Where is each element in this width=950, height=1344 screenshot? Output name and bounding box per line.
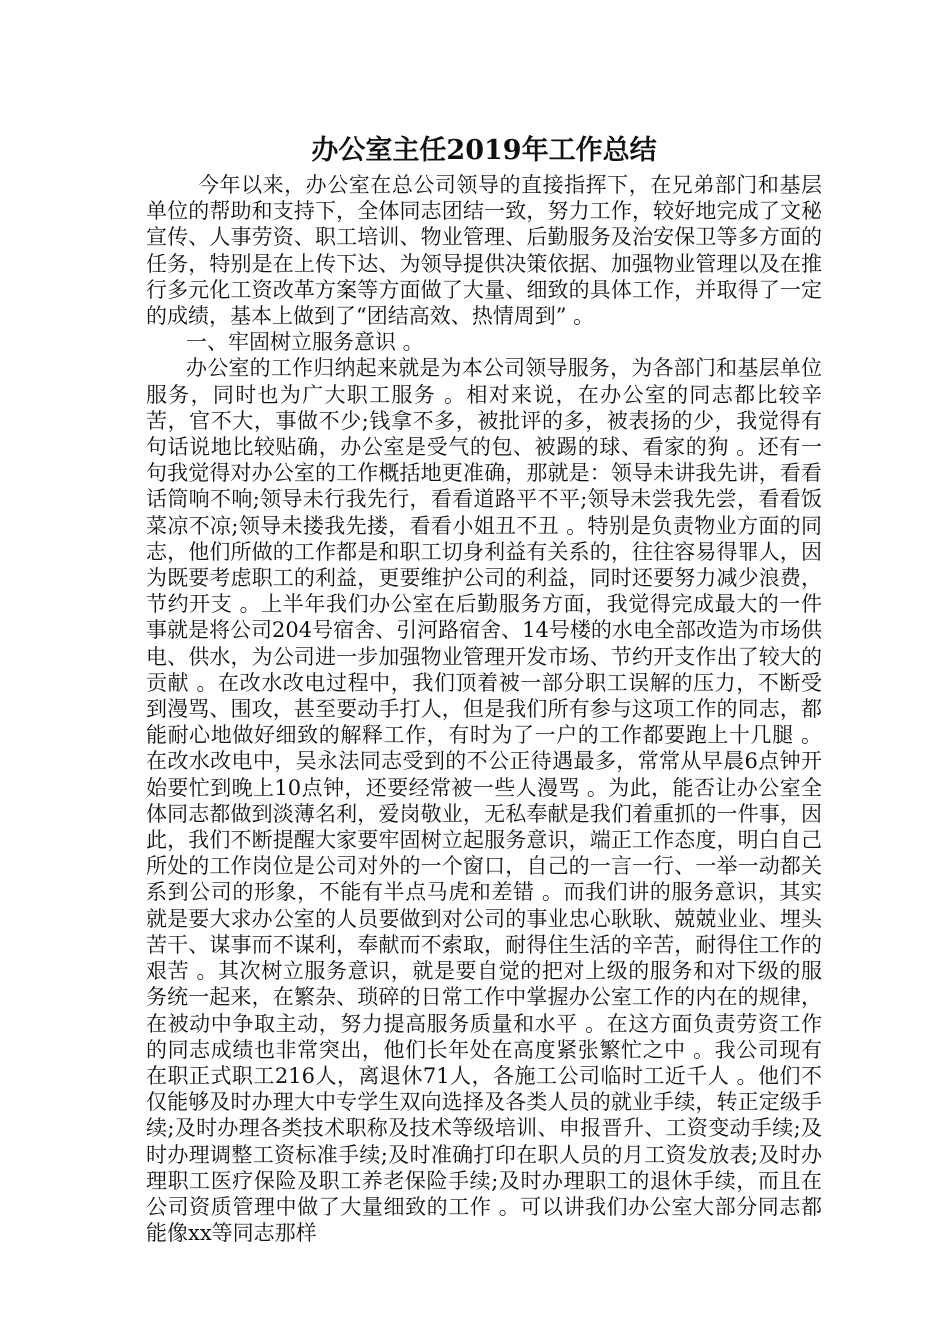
document-title: 办公室主任2019年工作总结: [311, 135, 657, 166]
document-page: [146, 130, 822, 1246]
body-paragraph: 办公室的工作归纳起来就是为本公司领导服务，为各部门和基层单位服务，同时也为广大职工服务 。相对来说，在办公室的同志都比较辛苦，官不大，事做不少;钱拿不多，被批评的多，被表扬的少，我觉得有句话说地比较贴确，办公室是受气的包、被踢的球、看家的狗 。还有一句我觉得对办公室的工作概括地更准确，那就是：领导未讲我先讲，看看话筒响不响;领导未行我先行，看看道路平不平;领导未尝我先尝，看看饭菜凉不凉;领导未搂我先搂，看看小姐丑不丑 。特别是负责物业方面的同志，他们所做的工作都是和职工切身利益有关系的，往往容易得罪人，因为既要考虑职工的利益，更要维护公司的利益，同时还要努力减少浪费，节约开支 。上半年我们办公室在后勤服务方面，我觉得完成最大的一件事就是将公司204号宿舍、引河路宿舍、14号楼的水电全部改造为市场供电、供水，为公司进一步加强物业管理开发市场、节约开支作出了较大的贡献 。在改水改电过程中，我们顶着被一部分职工误解的压力，不断受到漫骂、围攻，甚至要动手打人，但是我们所有参与这项工作的同志，都能耐心地做好细致的解释工作，有时为了一户的工作都要跑上十几腿 。在改水改电中，吴永法同志受到的不公正待遇最多，常常从早晨6点钟开始要忙到晚上10点钟，还要经常被一些人漫骂 。为此，能否让办公室全体同志都做到淡薄名利，爱岗敬业，无私奉献是我们着重抓的一件事，因此，我们不断提醒大家要牢固树立起服务意识，端正工作态度，明白自己所处的工作岗位是公司对外的一个窗口，自己的一言一行、一举一动都关系到公司的形象，不能有半点马虎和差错 。而我们讲的服务意识，其实就是要大求办公室的人员要做到对公司的事业忠心耿耿、兢兢业业、埋头苦干、谋事而不谋利，奉献而不索取，耐得住生活的辛苦，耐得住工作的艰苦 。其次树立服务意识，就是要自觉的把对上级的服务和对下级的服务统一起来，在繁杂、琐碎的日常工作中掌握办公室工作的内在的规律，在被动中争取主动，努力提高服务质量和水平 。在这方面负责劳资工作的同志成绩也非常突出，他们长年处在高度紧张繁忙之中 。我公司现有在职正式职工216人，离退休71人，各施工公司临时工近千人 。他们不仅能够及时办理大中专学生双向选择及各类人员的就业手续，转正定级手续;及时办理各类技术职称及技术等级培训、申报晋升、工资变动手续;及时办理调整工资标准手续;及时准确打印在职人员的月工资发放表;及时办理职工医疗保险及职工养老保险手续;及时办理职工的退休手续，而且在公司资质管理中做了大量细致的工作 。可以讲我们办公室大部分同志都能像xx等同志那样: [146, 356, 822, 1246]
intro-paragraph: 今年以来，办公室在总公司领导的直接指挥下，在兄弟部门和基层单位的帮助和支持下，全体同志团结一致，努力工作，较好地完成了文秘宣传、人事劳资、职工培训、物业管理、后勤服务及治安保卫等多方面的任务，特别是在上传下达、为领导提供决策依据、加强物业管理以及在推行多元化工资改革方案等方面做了大量、细致的具体工作，并取得了一定的成绩，基本上做到了“团结高效、热情周到” 。: [146, 173, 822, 329]
section-heading: 一、牢固树立服务意识 。: [186, 330, 424, 355]
